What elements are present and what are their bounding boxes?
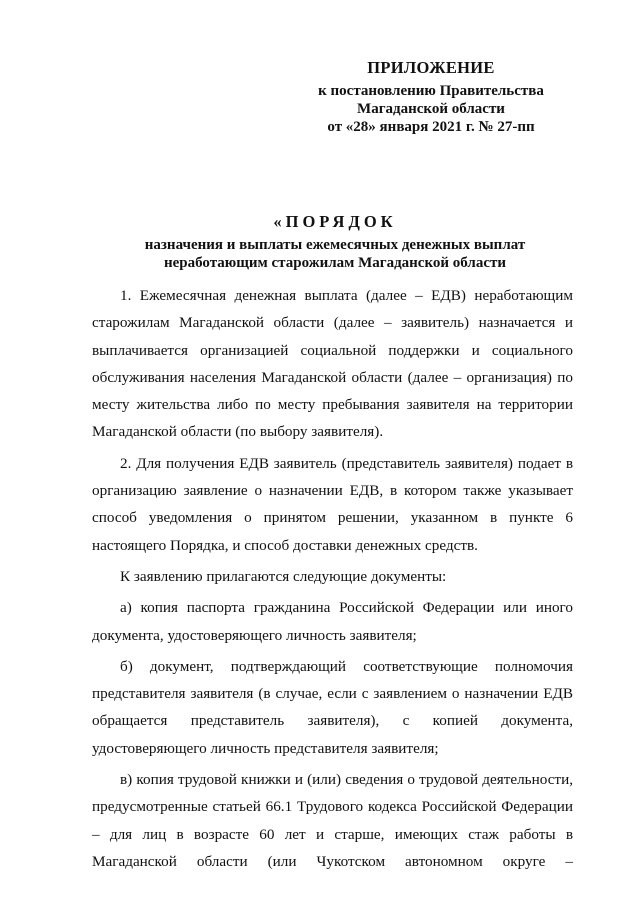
heading-line-2: неработающим старожилам Магаданской области	[163, 255, 507, 271]
appendix-block	[300, 58, 562, 136]
appendix-line-1: к постановлению Правительства	[318, 83, 544, 99]
appendix-title: ПРИЛОЖЕНИЕ	[367, 58, 495, 77]
document-body	[92, 282, 573, 879]
heading-line-1: назначения и выплаты ежемесячных денежных выплат	[144, 237, 526, 253]
appendix-line-3: от «28» января 2021 г. № 27-пп	[327, 119, 535, 135]
heading-title: «ПОРЯДОК	[273, 212, 397, 231]
paragraph-b: б) документ, подтверждающий соответствующие полномочия представителя заявителя (в случае, если с заявлением о назначении ЕДВ обращается представитель заявителя), с копией документа, удостоверяющего личность представителя заявителя;	[92, 657, 573, 757]
appendix-line-2: Магаданской области	[357, 101, 505, 117]
document-heading	[90, 212, 580, 272]
paragraph-1: 1. Ежемесячная денежная выплата (далее – ЕДВ) неработающим старожилам Магаданской области (далее – заявитель) назначается и выплачивается организацией социальной поддержки и социального обслуживания населения Магаданской области (далее – организация) по месту жительства либо по месту пребывания заявителя на территории Магаданской области (по выбору заявителя).	[92, 287, 573, 441]
paragraph-c: в) копия трудовой книжки и (или) сведения о трудовой деятельности, предусмотренные статьей 66.1 Трудового кодекса Российской Федерации – для лиц в возрасте 60 лет и старше, имеющих стаж работы в Магаданской области (или Чукотском автономном округе –	[92, 771, 573, 870]
paragraph-3: К заявлению прилагаются следующие документы:	[120, 567, 447, 585]
paragraph-2: 2. Для получения ЕДВ заявитель (представитель заявителя) подает в организацию заявление о назначении ЕДВ, в котором также указывает способ уведомления о принятом решении, указанном в пункте 6 настоящего Порядка, и способ доставки денежных средств.	[92, 454, 573, 554]
paragraph-a: а) копия паспорта гражданина Российской Федерации или иного документа, удостоверяющего личность заявителя;	[92, 599, 573, 644]
